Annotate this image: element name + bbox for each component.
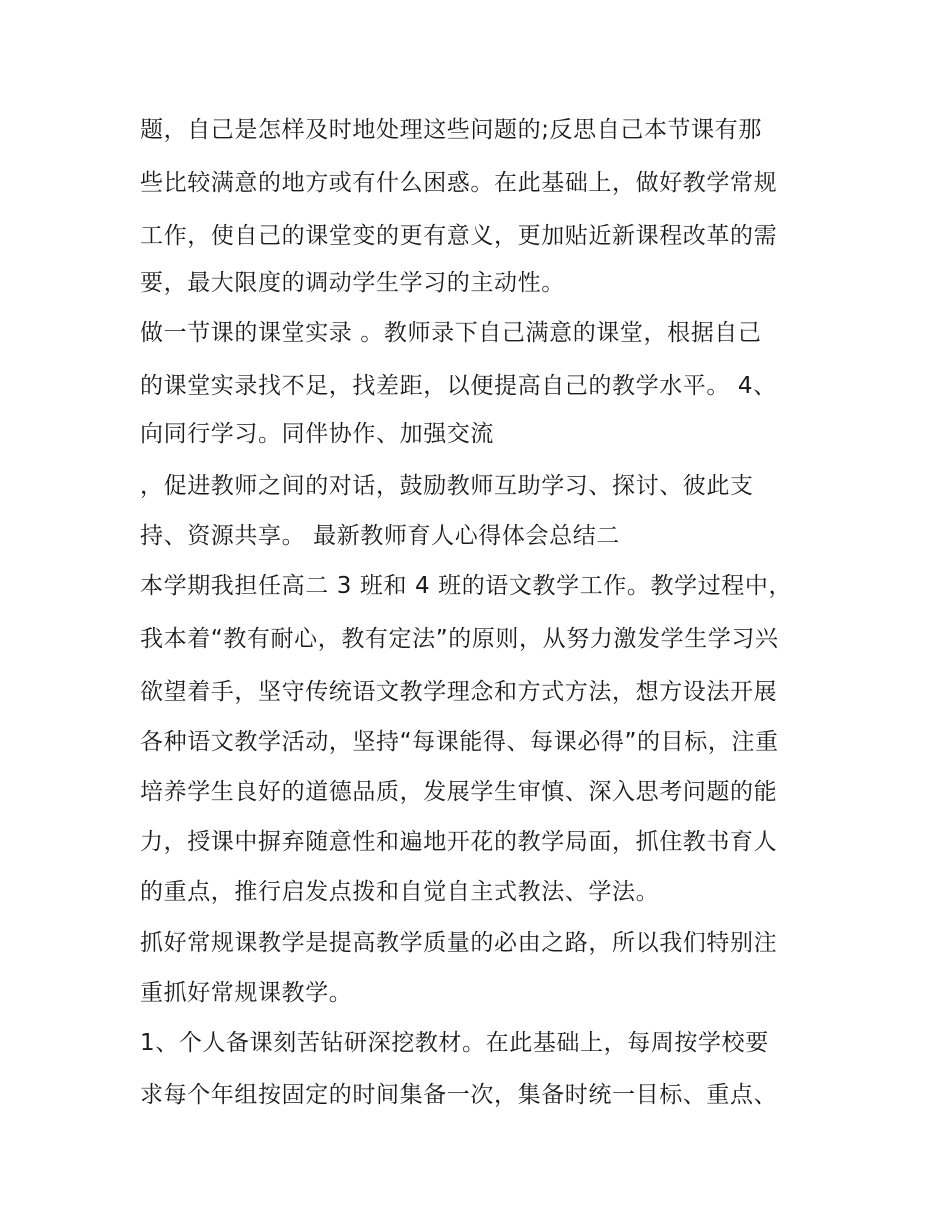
- text-line: 本学期我担任高二 3 班和 4 班的语文教学工作。教学过程中，: [140, 573, 793, 599]
- text-line: 欲望着手，坚守传统语文教学理念和方式方法，想方设法开展: [140, 679, 778, 705]
- text-line: 重抓好常规课教学。: [140, 980, 353, 1006]
- text-line: 1、个人备课刻苦钻研深挖教材。在此基础上，每周按学校要: [140, 1030, 769, 1056]
- text-line: 做一节课的课堂实录 。教师录下自己满意的课堂，根据自己: [140, 320, 762, 346]
- text-line: 向同行学习。同伴协作、加强交流: [140, 421, 494, 447]
- text-line: 力，授课中摒弃随意性和遍地开花的教学局面，抓住教书育人: [140, 829, 778, 855]
- text-line: ，促进教师之间的对话，鼓励教师互助学习、探讨、彼此支: [140, 473, 754, 499]
- text-line: 求每个年组按固定的时间集备一次，集备时统一目标、重点、: [140, 1082, 778, 1108]
- text-line: 抓好常规课教学是提高教学质量的必由之路，所以我们特别注: [140, 930, 778, 956]
- text-line: 些比较满意的地方或有什么困惑。在此基础上，做好教学常规: [140, 170, 778, 196]
- text-line: 我本着“教有耐心，教有定法”的原则，从努力激发学生学习兴: [140, 626, 779, 652]
- text-line: 的课堂实录找不足，找差距，以便提高自己的教学水平。 4、: [140, 373, 777, 399]
- text-line: 各种语文教学活动，坚持“每课能得、每课必得”的目标，注重: [140, 729, 779, 755]
- text-line: 培养学生良好的道德品质，发展学生审慎、深入思考问题的能: [140, 779, 778, 805]
- text-line: 要，最大限度的调动学生学习的主动性。: [140, 270, 565, 296]
- text-line: 持、资源共享。 最新教师育人心得体会总结二: [140, 523, 620, 549]
- text-line: 工作，使自己的课堂变的更有意义，更加贴近新课程改革的需: [140, 223, 778, 249]
- text-line: 的重点，推行启发点拨和自觉自主式教法、学法。: [140, 879, 660, 905]
- text-line: 题，自己是怎样及时地处理这些问题的;反思自己本节课有那: [140, 117, 762, 143]
